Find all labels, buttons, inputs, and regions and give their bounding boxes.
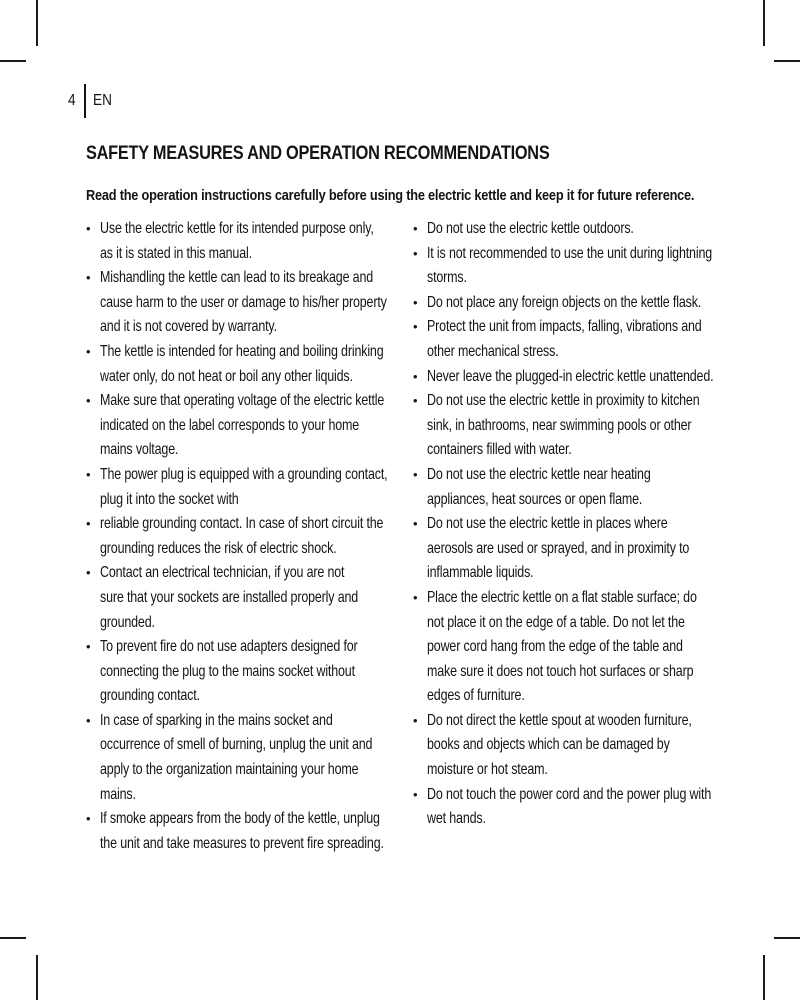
bullet-text-line: Do not use the electric kettle in places where [427,515,668,533]
bullet-text-line: Do not use the electric kettle in proximity to kitchen [427,392,700,410]
bullet-text-line: Use the electric kettle for its intended purpose only, [100,220,374,237]
left-column-list [86,217,469,856]
crop-mark-top-right-horizontal [774,60,800,62]
right-column-item [413,242,794,291]
bullet-text-line: sure that your sockets are installed properly and [100,588,359,606]
bullet-marker: • [86,221,91,236]
bullet-text-line: Make sure that operating voltage of the electric kettle [100,392,385,410]
bullet-text-line: power cord hang from the edge of the table and [427,638,683,656]
bullet-marker: • [413,368,418,384]
bullet-marker: • [86,811,91,827]
right-column-item [413,709,794,783]
left-column-item [86,340,469,389]
right-column-list [413,217,794,832]
crop-mark-bottom-left-horizontal [0,937,26,939]
bullet-marker: • [413,319,418,335]
bullet-text-line: other mechanical stress. [427,342,559,360]
right-column-item [413,463,794,512]
bullet-text-line: wet hands. [427,810,486,828]
crop-mark-bottom-left-vertical [36,955,38,1000]
right-column-item [413,389,794,463]
bullet-text-line: containers filled with water. [427,441,572,459]
crop-mark-bottom-right-horizontal [774,937,800,939]
bullet-marker: • [413,221,418,236]
page-number-divider [84,84,86,118]
left-column-item [86,266,469,340]
bullet-text-line: indicated on the label corresponds to your home [100,416,360,434]
intro-paragraph: Read the operation instructions carefully before using the electric kettle and keep it for future reference. [86,187,695,204]
bullet-text-line: grounded. [100,613,155,631]
bullet-marker: • [86,516,91,532]
bullet-text-line: Do not touch the power cord and the power plug with [427,785,712,803]
left-column-item [86,807,469,856]
right-column-item [413,315,794,364]
bullet-marker: • [86,270,91,286]
left-column-item [86,709,469,807]
bullet-text-line: Do not direct the kettle spout at wooden furniture, [427,711,692,729]
left-column-item [86,217,469,266]
bullet-text-line: cause harm to the user or damage to his/her property [100,293,387,311]
left-column-item [86,389,469,463]
bullet-text-line: reliable grounding contact. In case of short circuit the [100,515,384,533]
bullet-text-line: Place the electric kettle on a flat stable surface; do [427,588,697,606]
crop-mark-top-left-vertical [36,0,38,46]
bullet-text-line: books and objects which can be damaged by [427,736,670,754]
bullet-text-line: If smoke appears from the body of the kettle, unplug [100,810,380,828]
bullet-marker: • [413,516,418,532]
right-column-item [413,217,794,242]
crop-mark-bottom-right-vertical [763,955,765,1000]
bullet-text-line: Do not use the electric kettle near heating [427,465,651,483]
bullet-text-line: mains voltage. [100,441,179,459]
crop-mark-top-right-vertical [763,0,765,46]
right-column-item [413,365,794,390]
bullet-marker: • [413,466,418,482]
bullet-text-line: and it is not covered by warranty. [100,318,277,336]
bullet-marker: • [413,712,418,728]
bullet-text-line: Never leave the plugged-in electric kettle unattended. [427,367,714,385]
bullet-text-line: To prevent fire do not use adapters designed for [100,638,358,656]
bullet-marker: • [413,589,418,605]
bullet-marker: • [413,245,418,261]
bullet-text-line: not place it on the edge of a table. Do not let the [427,613,685,631]
bullet-text-line: apply to the organization maintaining your home [100,761,359,779]
bullet-text-line: Protect the unit from impacts, falling, vibrations and [427,318,702,336]
right-column-item [413,783,794,832]
bullet-marker: • [86,712,91,728]
bullet-marker: • [86,639,91,655]
section-title: SAFETY MEASURES AND OPERATION RECOMMENDATIONS [86,143,550,164]
page-number: 4 [68,92,76,109]
bullet-marker: • [86,565,91,581]
left-column-item [86,561,469,635]
bullet-text-line: sink, in bathrooms, near swimming pools or other [427,416,692,434]
bullet-text-line: storms. [427,269,467,287]
bullet-text-line: It is not recommended to use the unit during lightning [427,244,713,262]
bullet-text-line: inflammable liquids. [427,564,534,582]
bullet-text-line: edges of furniture. [427,687,525,705]
bullet-text-line: Contact an electrical technician, if you are not [100,564,345,582]
bullet-text-line: aerosols are used or sprayed, and in proximity to [427,539,690,557]
bullet-text-line: mains. [100,785,136,803]
bullet-text-line: as it is stated in this manual. [100,244,252,262]
left-column-item [86,463,469,512]
right-column-item [413,586,794,709]
bullet-text-line: water only, do not heat or boil any other liquids. [100,367,353,385]
bullet-text-line: Mishandling the kettle can lead to its breakage and [100,269,374,287]
left-column-item [86,512,469,561]
language-code: EN [93,92,112,109]
bullet-text-line: appliances, heat sources or open flame. [427,490,643,508]
bullet-text-line: connecting the plug to the mains socket without [100,662,355,680]
bullet-text-line: The power plug is equipped with a grounding contact, [100,465,388,483]
right-column-item [413,512,794,586]
bullet-marker: • [86,343,91,359]
bullet-text-line: Do not place any foreign objects on the kettle flask. [427,293,702,311]
bullet-text-line: plug it into the socket with [100,490,239,508]
bullet-marker: • [86,393,91,409]
bullet-text-line: grounding reduces the risk of electric shock. [100,539,337,557]
crop-mark-top-left-horizontal [0,60,26,62]
bullet-marker: • [413,294,418,310]
left-column-item [86,635,469,709]
bullet-marker: • [413,393,418,409]
right-column-item [413,291,794,316]
bullet-text-line: make sure it does not touch hot surfaces or sharp [427,662,694,680]
bullet-text-line: occurrence of smell of burning, unplug the unit and [100,736,373,754]
bullet-text-line: Do not use the electric kettle outdoors. [427,220,634,237]
bullet-text-line: In case of sparking in the mains socket and [100,711,333,729]
bullet-marker: • [86,466,91,482]
bullet-text-line: grounding contact. [100,687,200,705]
bullet-text-line: The kettle is intended for heating and boiling drinking [100,342,384,360]
bullet-text-line: the unit and take measures to prevent fire spreading. [100,834,384,852]
bullet-text-line: moisture or hot steam. [427,761,548,779]
bullet-marker: • [413,786,418,802]
